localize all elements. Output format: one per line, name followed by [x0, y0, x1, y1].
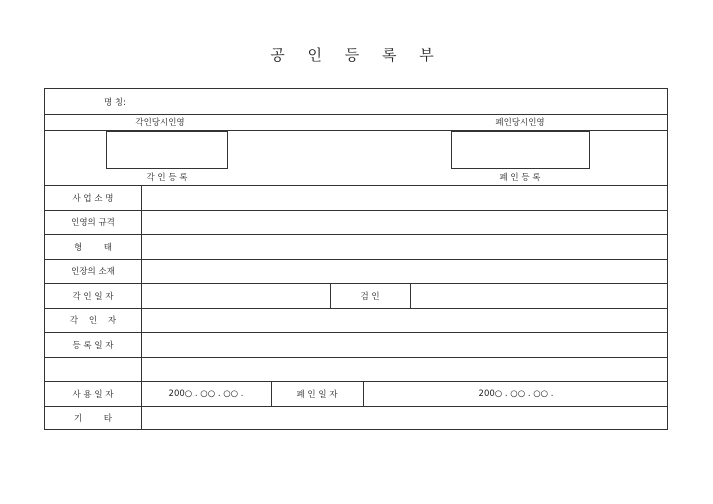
shape-label: 형 태: [73, 242, 113, 253]
discard-date-value: 200○ . ○○ . ○○ .: [478, 388, 554, 399]
use-date-value: 200○ . ○○ . ○○ .: [168, 388, 244, 399]
discarded-seal-header: 폐인당시인영: [495, 118, 545, 128]
registry-form: [44, 88, 668, 430]
business-name-label: 사 업 소 명: [72, 193, 114, 204]
discard-date-label: 폐 인 일 자: [296, 389, 338, 400]
inspection-label: 검 인: [360, 291, 380, 302]
engraver-label: 각 인 자: [69, 316, 117, 326]
location-label: 인장의 소재: [71, 267, 115, 277]
seal-size-label: 인영의 규격: [71, 218, 115, 228]
engraved-seal-caption: 각 인 등 록: [146, 173, 188, 183]
page-title: 공 인 등 록 부: [270, 46, 443, 64]
engrave-date-label: 각 인 일 자: [72, 291, 114, 302]
engraved-seal-header: 각인당시인영: [135, 118, 185, 128]
use-date-label: 사 용 일 자: [72, 389, 114, 400]
discarded-seal-caption: 폐 인 등 록: [499, 173, 541, 183]
register-date-label: 등 록 일 자: [72, 340, 114, 351]
discarded-seal-box[interactable]: [451, 131, 590, 169]
etc-label: 기 타: [73, 414, 113, 424]
column-divider: [410, 283, 411, 308]
name-label: 명 칭:: [104, 97, 126, 108]
rule: [45, 357, 667, 358]
engraved-seal-box[interactable]: [106, 131, 228, 169]
